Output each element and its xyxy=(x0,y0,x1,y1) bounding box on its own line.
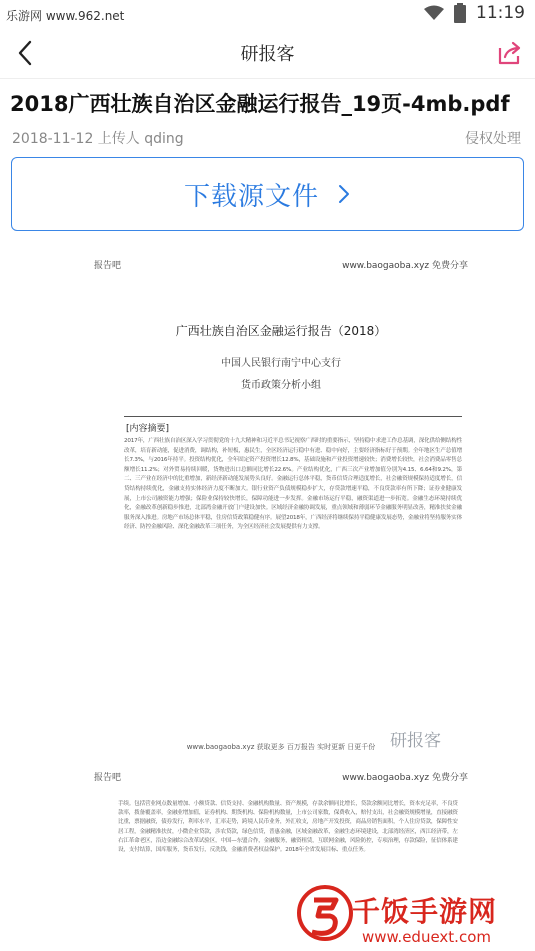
report-title: 广西壮族自治区金融运行报告（2018） xyxy=(175,324,387,338)
report-group: 货币政策分析小组 xyxy=(241,380,321,391)
nav-title: 研报客 xyxy=(240,44,295,65)
document-title: 2018广西壮族自治区金融运行报告_19页-4mb.pdf xyxy=(10,92,510,116)
nav-divider xyxy=(0,78,535,79)
share-icon[interactable] xyxy=(497,40,523,66)
status-bar xyxy=(0,0,535,28)
abstract-body: 2017年，广西壮族自治区深入学习贯彻党的十九大精神和习近平总书记视察广西时的重要指示，坚持稳中求进工作总基调，深化供给侧结构性改革，培育新动能，促进消费，调结构，补短板，惠民生，全区经济运行稳中有进、稳中向好，主要经济指标好于预期。全年地区生产总值增长7.3%，与2016年持平。投资结构优化，全年固定资产投资增长12.8%，基础设施和产业投资增速较快；消费增长较快，社会消费品零售总额增长11.2%；对外贸易持续回暖，货物进出口总额同比增长22.6%。产业结构优化，广西三次产业增加值分别为4.15、6.64和9.2%，第二、三产业在经济中的比重增加，新经济新动能发展势头良好。金融运行总体平稳，货币信贷合理适度增长，社会融资规模保持适度增长，信贷结构持续优化，金融支持实体经济力度不断加大。银行业资产负债规模稳步扩大，存贷款增速平稳，不良贷款率有所下降；证券业健康发展，上市公司融资能力增强；保险业保持较快增长，保障功能进一步发挥。金融市场运行平稳，融资渠道进一步拓宽。金融生态环境持续优化，金融改革创新稳步推进，北部湾金融开放门户建设加快。区域经济金融协调发展，重点领域和薄弱环节金融服务明显改善，精准扶贫金融服务深入推进。房地产市场总体平稳，住房信贷政策稳健有序。展望2018年，广西经济将继续保持平稳健康发展态势，金融业将坚持服务实体经济、防控金融风险、深化金融改革三项任务，为全区经济社会发展提供有力支撑。 xyxy=(124,438,462,531)
report-author: 中国人民银行南宁中心支行 xyxy=(221,358,341,369)
watermark-text: 研报客 xyxy=(390,731,441,751)
page2-header-right: www.baogaoba.xyz 免费分享 xyxy=(342,773,468,783)
wifi-icon xyxy=(424,5,444,21)
logo-emblem-icon xyxy=(296,880,354,946)
status-icons xyxy=(424,3,525,23)
download-source-button[interactable] xyxy=(11,157,524,231)
site-logo-watermark xyxy=(296,876,535,951)
page-header-right: www.baogaoba.xyz 免费分享 xyxy=(342,261,468,271)
page-footer: www.baogaoba.xyz 获取更多 百万报告 实时更新 日更千份 xyxy=(186,743,376,751)
document-meta: 2018-11-12 上传人 qding xyxy=(12,131,184,147)
logo-text: 千饭手游网 xyxy=(352,895,498,928)
preview-page-1 xyxy=(94,258,468,758)
page-header-left: 报告吧 xyxy=(94,261,122,271)
abstract-label: [内容摘要] xyxy=(126,424,170,434)
page2-body: 手续。包括营业网点数量增加、小额贷款、信贷支持、金融机构数量、资产规模，存款余额同比增长，贷款余额同比增长，资本充足率，不良贷款率，拨备覆盖率，金融业增加值，证券机构、期货机构、保险机构数量，上市公司家数，保费收入，赔付支出，社会融资规模增量，直接融资比重，票据融资，债券发行，利率水平，汇率走势，跨境人民币业务，外汇收支，房地产开发投资，商品房销售面积，个人住房贷款，保障性安居工程，金融精准扶贫，小微企业贷款，涉农贷款，绿色信贷，普惠金融，区域金融改革，金融生态环境建设，北部湾经济区，西江经济带，左右江革命老区，沿边金融综合改革试验区，中国—东盟合作，金融服务，融资租赁，互联网金融，风险防控，专项治理，存款保险，征信体系建设，支付结算，国库服务，货币发行，反洗钱，金融消费者权益保护。2018年全省发展目标、重点任务。 xyxy=(118,801,458,854)
download-button-label: 下载源文件 xyxy=(183,181,319,212)
report-link[interactable]: 侵权处理 xyxy=(465,131,521,147)
status-site-label: 乐游网 www.962.net xyxy=(6,9,125,23)
chevron-right-icon xyxy=(337,184,351,204)
battery-icon xyxy=(454,3,466,23)
page2-header-left: 报告吧 xyxy=(94,773,122,783)
abstract-section xyxy=(124,416,462,736)
nav-bar xyxy=(0,28,535,78)
logo-url: www.eduext.com xyxy=(362,928,491,946)
status-time: 11:19 xyxy=(476,3,525,23)
